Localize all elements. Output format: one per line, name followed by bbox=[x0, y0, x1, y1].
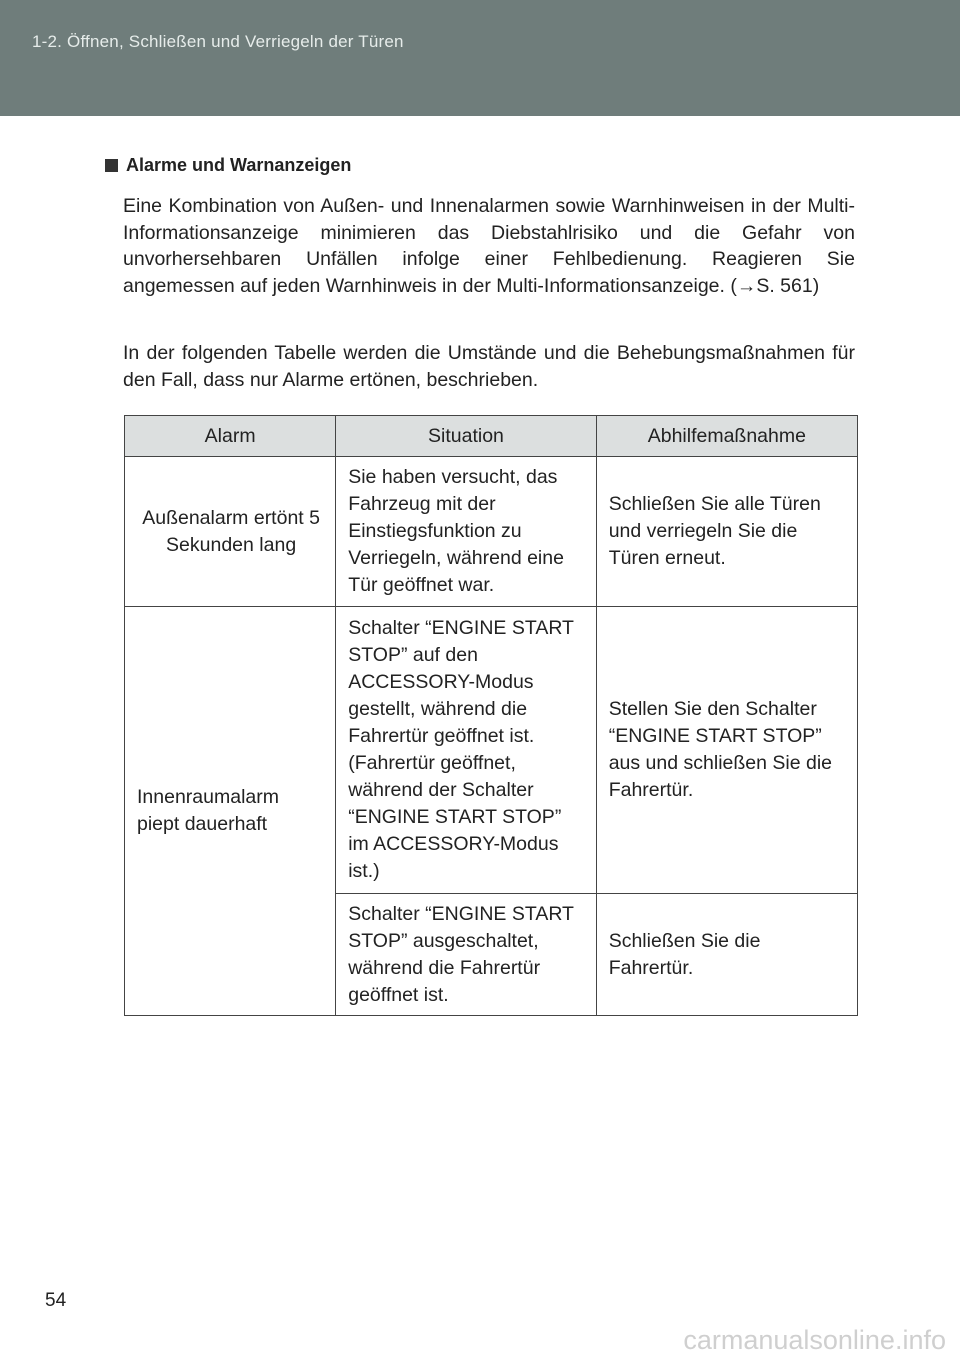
remedy-cell: Schließen Sie alle Türen und verriegeln Sie die Türen erneut. bbox=[596, 457, 857, 607]
alarm-cell: Außenalarm ertönt 5 Sekunden lang bbox=[125, 457, 336, 607]
chapter-title: 1-2. Öffnen, Schließen und Verriegeln der Türen bbox=[32, 32, 404, 51]
situation-cell: Sie haben versucht, das Fahrzeug mit der Einstiegsfunktion zu Verriegeln, während eine Tür geöffnet war. bbox=[336, 457, 596, 607]
situation-cell: Schalter “ENGINE START STOP” ausgeschaltet, während die Fahrertür geöffnet ist. bbox=[336, 894, 596, 1016]
table-header-row bbox=[125, 416, 858, 457]
table-row bbox=[125, 457, 858, 607]
square-bullet-icon bbox=[105, 159, 118, 172]
column-header-alarm: Alarm bbox=[125, 416, 336, 457]
watermark: carmanualsonline.info bbox=[683, 1325, 946, 1355]
remedy-cell: Schließen Sie die Fahrertür. bbox=[596, 894, 857, 1016]
table-intro-paragraph: In der folgenden Tabelle werden die Umstände und die Behebungsmaßnahmen für den Fall, dass nur Alarme ertönen, beschrieben. bbox=[123, 342, 855, 391]
intro-paragraph: Eine Kombination von Außen- und Innenalarmen sowie Warnhinweisen in der Multi-Informationsanzeige minimieren das Diebstahlrisiko und die Gefahr von unvorhersehbaren Unfällen infolge einer Fehlbedienung. Reagieren Sie angemessen auf jeden Warnhinweis in der Multi-Informationsanzeige. (→S. 561) bbox=[123, 195, 855, 297]
section-heading bbox=[105, 155, 351, 176]
page-header-band bbox=[0, 0, 960, 116]
column-header-remedy: Abhilfemaßnahme bbox=[596, 416, 857, 457]
page-number: 54 bbox=[45, 1290, 67, 1311]
section-heading-text: Alarme und Warnanzeigen bbox=[126, 155, 352, 175]
situation-cell: Schalter “ENGINE START STOP” auf den ACCESSORY-Modus gestellt, während die Fahrertür geöffnet ist. (Fahrertür geöffnet, während der Schalter “ENGINE START STOP” im ACCESSORY-Modus ist.) bbox=[336, 607, 596, 894]
table-row bbox=[125, 607, 858, 894]
alarm-table bbox=[124, 415, 858, 1016]
alarm-cell: Innenraumalarm piept dauerhaft bbox=[125, 607, 336, 1016]
column-header-situation: Situation bbox=[336, 416, 596, 457]
remedy-cell: Stellen Sie den Schalter “ENGINE START STOP” aus und schließen Sie die Fahrertür. bbox=[596, 607, 857, 894]
